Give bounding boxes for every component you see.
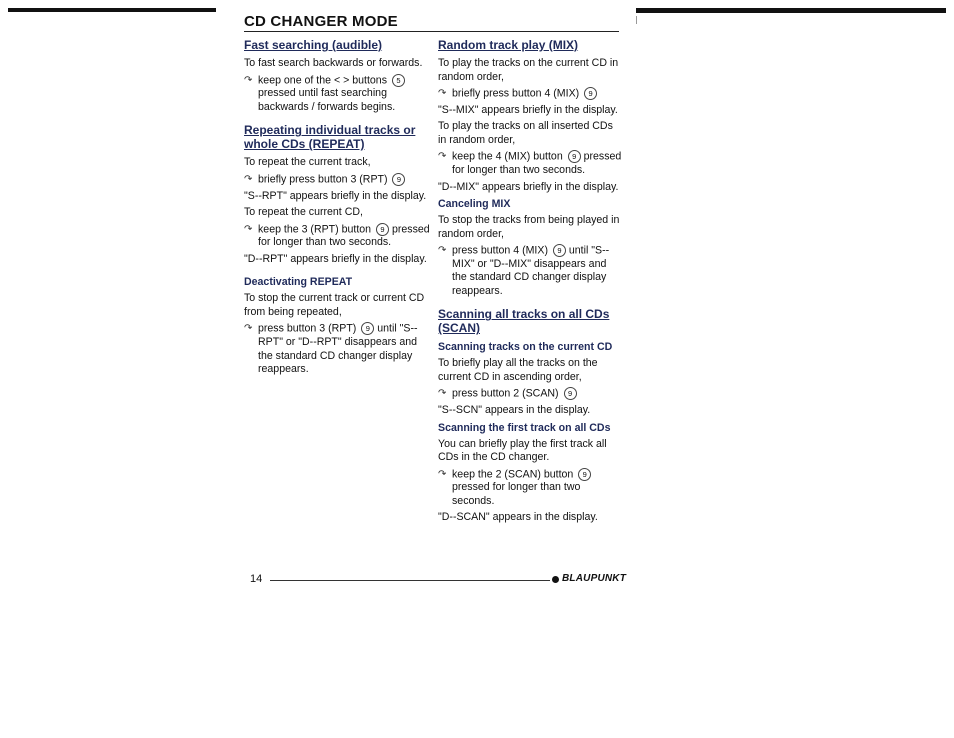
- button-number-icon: 9: [564, 387, 577, 400]
- top-right-rule: [636, 8, 946, 13]
- heading-scan: Scanning all tracks on all CDs (SCAN): [438, 307, 610, 336]
- button-number-icon: 9: [392, 173, 405, 186]
- mix-step-1-text: briefly press button 4 (MIX): [452, 87, 580, 100]
- bullet-icon: [552, 576, 559, 583]
- cancel-step: [438, 244, 624, 298]
- heading-scan-current: Scanning tracks on the current CD: [438, 341, 613, 354]
- scan-current-result: "S--SCN" appears in the display.: [438, 404, 591, 417]
- mix-intro-1: To play the tracks on the current CD in random order,: [438, 57, 619, 83]
- deactivate-step: [244, 322, 430, 376]
- scan-current-step: [438, 387, 624, 401]
- page-number: 14: [250, 573, 263, 585]
- heading-fast-search: Fast searching (audible): [244, 38, 383, 52]
- repeat-cd-step: [244, 223, 430, 250]
- mix-result-1: "S--MIX" appears briefly in the display.: [438, 103, 618, 116]
- arrow-icon: ↷: [438, 245, 447, 257]
- button-number-icon: 9: [553, 244, 566, 257]
- repeat-track-step-text: briefly press button 3 (RPT): [258, 173, 388, 186]
- button-number-icon: 9: [578, 468, 591, 481]
- scan-current-intro: To briefly play all the tracks on the current CD in ascending order,: [438, 357, 598, 383]
- button-number-icon: 9: [361, 322, 374, 335]
- button-number-icon: 5: [392, 74, 405, 87]
- button-number-icon: 9: [376, 223, 389, 236]
- arrow-icon: ↷: [244, 173, 253, 185]
- deactivate-step-text: press button 3 (RPT): [258, 322, 357, 335]
- mix-result-2: "D--MIX" appears briefly in the display.: [438, 180, 619, 193]
- deactivate-step-post: until "S--RPT" or "D--RPT" disappears and the standard CD changer display reappears.: [258, 322, 418, 376]
- arrow-icon: ↷: [244, 223, 253, 235]
- heading-cancel-mix: Canceling MIX: [438, 198, 511, 211]
- arrow-icon: ↷: [244, 323, 253, 335]
- repeat-cd-step-post: pressed for longer than two seconds.: [258, 222, 430, 249]
- left-column: [244, 38, 430, 380]
- scan-current-step-text: press button 2 (SCAN): [452, 387, 559, 400]
- deactivate-intro: To stop the current track or current CD from being repeated,: [244, 292, 425, 318]
- heading-mix: Random track play (MIX): [438, 38, 579, 52]
- cancel-step-post: until "S--MIX" or "D--MIX" disappears and the standard CD changer display reappears.: [452, 244, 610, 297]
- arrow-icon: ↷: [438, 468, 447, 480]
- mix-step-2-text: keep the 4 (MIX) button: [452, 150, 563, 163]
- repeat-track-intro: To repeat the current track,: [244, 156, 371, 169]
- arrow-icon: ↷: [438, 88, 447, 99]
- fast-intro: To fast search backwards or forwards.: [244, 57, 423, 69]
- arrow-icon: ↷: [244, 74, 253, 86]
- fast-step-text: keep one of the < > buttons: [258, 73, 387, 86]
- button-number-icon: 9: [584, 87, 597, 100]
- right-column: [438, 38, 624, 528]
- scan-first-step: [438, 468, 624, 509]
- footer-divider: [270, 580, 550, 581]
- repeat-track-result: "S--RPT" appears briefly in the display.: [244, 189, 427, 202]
- brand-logo: BLAUPUNKT: [562, 573, 627, 584]
- button-number-icon: 9: [568, 150, 581, 163]
- heading-deactivate-repeat: Deactivating REPEAT: [244, 276, 353, 289]
- header-divider: [244, 31, 619, 32]
- cancel-intro: To stop the tracks from being played in random order,: [438, 214, 620, 240]
- repeat-cd-step-text: keep the 3 (RPT) button: [258, 222, 372, 235]
- arrow-icon: ↷: [438, 151, 447, 163]
- scan-first-intro: You can briefly play the first track all CDs in the CD changer.: [438, 437, 607, 464]
- mix-step-2-post: pressed for longer than two seconds.: [452, 150, 622, 177]
- footer: [244, 573, 627, 587]
- mix-step-1: [438, 87, 624, 101]
- heading-repeat: Repeating individual tracks or whole CDs (REPEAT): [244, 123, 416, 152]
- fast-step: [244, 74, 430, 115]
- mix-intro-2: To play the tracks on all inserted CDs in random order,: [438, 120, 613, 146]
- cancel-step-text: press button 4 (MIX): [452, 244, 548, 257]
- repeat-cd-result: "D--RPT" appears briefly in the display.: [244, 252, 427, 265]
- heading-scan-first: Scanning the first track on all CDs: [438, 421, 611, 434]
- scan-first-result: "D--SCAN" appears in the display.: [438, 511, 598, 524]
- arrow-icon: ↷: [438, 388, 447, 400]
- fast-step-post: pressed until fast searching backwards / forwards begins.: [258, 87, 396, 113]
- scan-first-step-text: keep the 2 (SCAN) button: [452, 467, 574, 480]
- page-title: CD CHANGER MODE: [244, 13, 398, 30]
- repeat-track-step: [244, 173, 430, 187]
- repeat-cd-intro: To repeat the current CD,: [244, 206, 363, 219]
- top-right-tick: [636, 16, 637, 24]
- top-left-rule: [8, 8, 216, 12]
- mix-step-2: [438, 150, 624, 177]
- scan-first-step-post: pressed for longer than two seconds.: [452, 481, 581, 507]
